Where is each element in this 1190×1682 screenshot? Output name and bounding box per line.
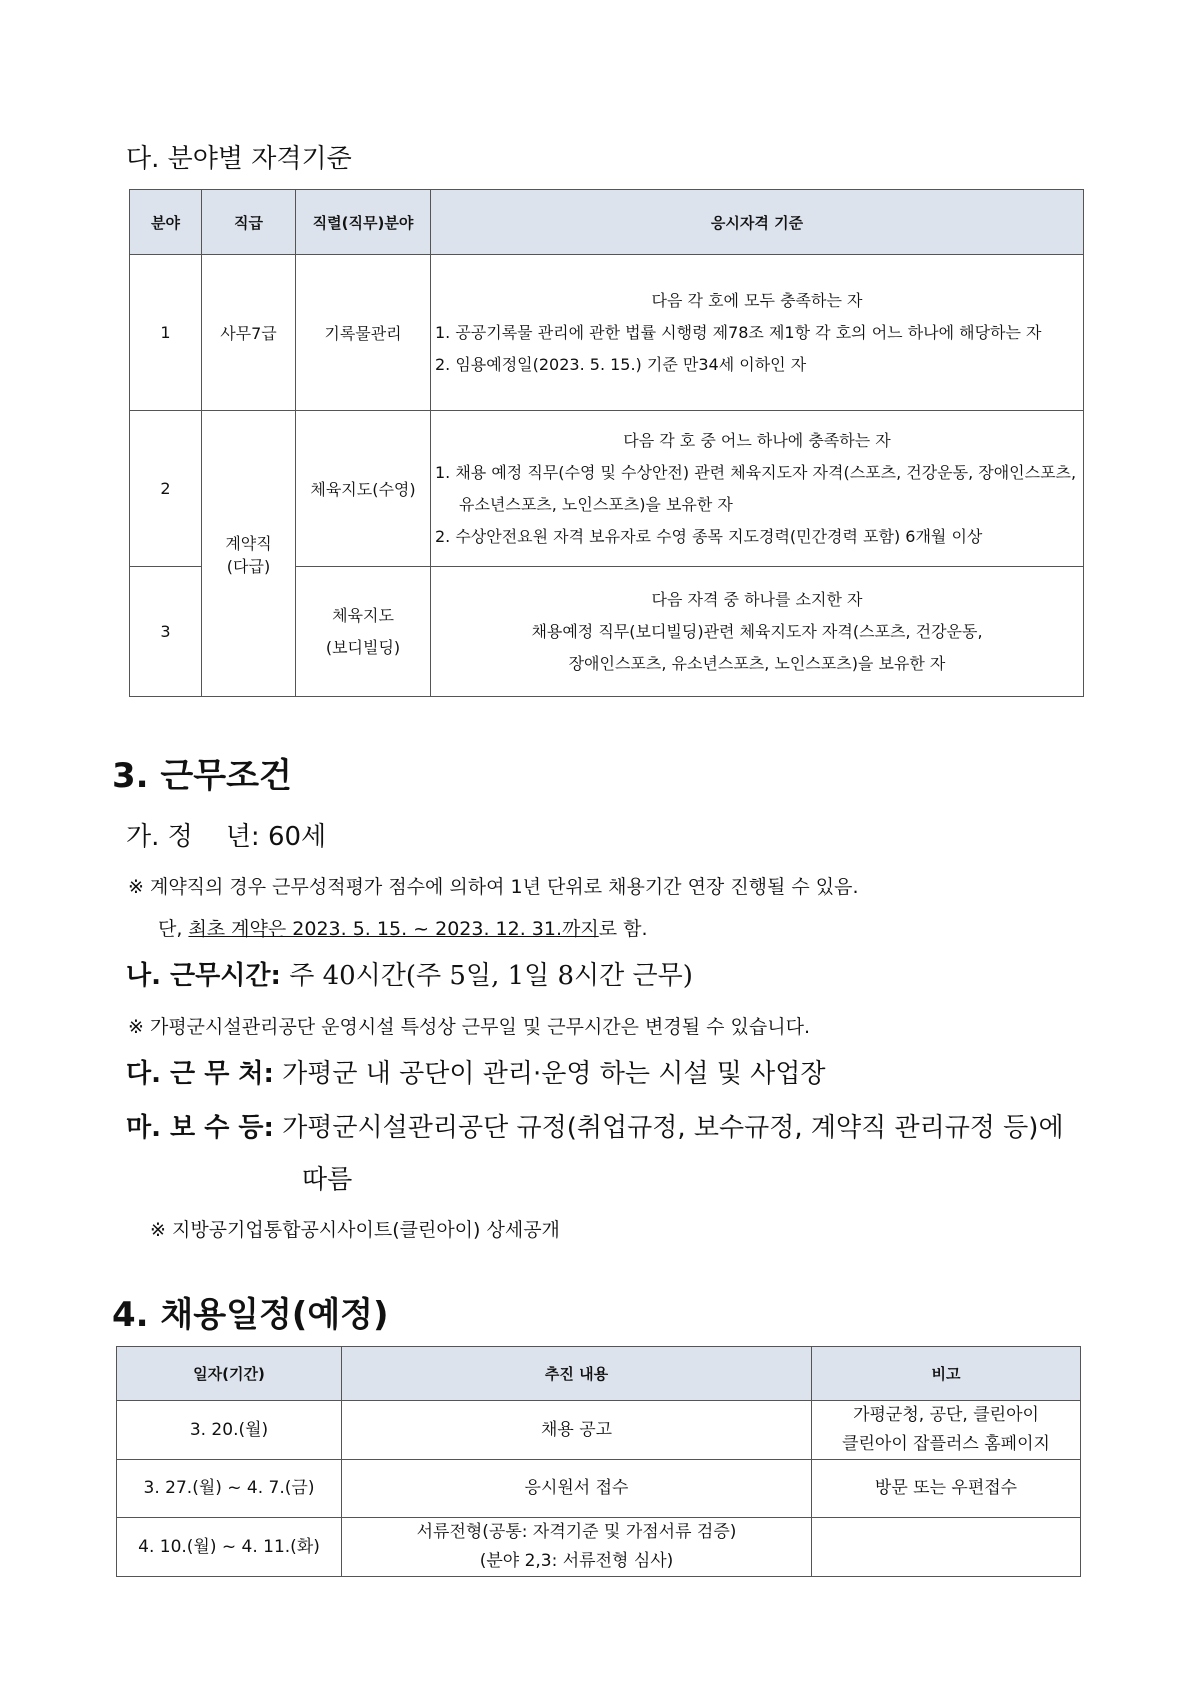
criteria-item: 1. 채용 예정 직무(수영 및 수상안전) 관련 체육지도자 자격(스포츠, 건강운동, 장애인스포츠, 유소년스포츠, 노인스포츠)을 보유한 자 — [435, 462, 1077, 514]
note-line: 가평군청, 공단, 클린아이 — [853, 1405, 1039, 1425]
retirement-value: 60세 — [267, 822, 327, 852]
content-line: (분야 2,3: 서류전형 심사) — [479, 1551, 674, 1571]
header-series: 직렬(직무)분야 — [296, 190, 431, 255]
field-cell: 2 — [130, 411, 202, 567]
criteria-cell — [431, 411, 1084, 567]
contract-note: ※ 계약직의 경우 근무성적평가 점수에 의하여 1년 단위로 채용기간 연장 진행될 수 있음. — [128, 876, 859, 898]
criteria-item: 1. 공공기록물 관리에 관한 법률 시행령 제78조 제1항 각 호의 어느 하나에 해당하는 자 — [435, 322, 1042, 342]
criteria-item: 2. 수상안전요원 자격 보유자로 수영 종목 지도경력(민간경력 포함) 6개월 이상 — [435, 526, 983, 546]
table-row — [117, 1401, 1081, 1460]
series-cell — [296, 567, 431, 697]
table-row — [117, 1518, 1081, 1577]
header-criteria: 응시자격 기준 — [431, 190, 1084, 255]
criteria-item: 2. 임용예정일(2023. 5. 15.) 기준 만34세 이하인 자 — [435, 354, 807, 374]
series-line: (보디빌딩) — [325, 637, 401, 657]
workplace-label: 다. 근 무 처: — [126, 1059, 274, 1089]
workplace-line — [126, 1053, 826, 1090]
work-hours-note: ※ 가평군시설관리공단 운영시설 특성상 근무일 및 근무시간은 변경될 수 있습니다. — [128, 1016, 810, 1038]
retirement-label: 가. 정 년: — [126, 822, 260, 852]
criteria-cell — [431, 567, 1084, 697]
work-hours-label: 나. 근무시간: — [126, 961, 281, 991]
pay-label: 마. 보 수 등: — [126, 1113, 274, 1143]
date-cell: 3. 27.(월) ~ 4. 7.(금) — [117, 1460, 342, 1518]
content-cell: 응시원서 접수 — [342, 1460, 812, 1518]
header-date: 일자(기간) — [117, 1347, 342, 1401]
pay-value-cont: 따름 — [302, 1165, 353, 1195]
header-field: 분야 — [130, 190, 202, 255]
criteria-line: 채용예정 직무(보디빌딩)관련 체육지도자 자격(스포츠, 건강운동, — [531, 621, 983, 641]
criteria-intro: 다음 각 호에 모두 충족하는 자 — [651, 290, 863, 310]
field-cell: 3 — [130, 567, 202, 697]
pay-line — [126, 1107, 1064, 1144]
date-cell: 4. 10.(월) ~ 4. 11.(화) — [117, 1518, 342, 1577]
schedule-table — [116, 1346, 1081, 1577]
qualification-table — [129, 189, 1084, 697]
retirement-line — [126, 816, 326, 853]
initial-contract-period: 최초 계약은 2023. 5. 15. ~ 2023. 12. 31.까지 — [188, 918, 599, 940]
note-suffix: 로 함. — [598, 918, 648, 940]
work-hours-value: 주 40시간(주 5일, 1일 8시간 근무) — [289, 961, 693, 991]
series-line: 체육지도 — [332, 605, 394, 625]
header-content: 추진 내용 — [342, 1347, 812, 1401]
pay-value: 가평군시설관리공단 규정(취업규정, 보수규정, 계약직 관리규정 등)에 — [282, 1113, 1064, 1143]
grade-cell: 사무7급 — [202, 255, 296, 411]
note-prefix: 단, — [158, 918, 189, 940]
note-cell: 방문 또는 우편접수 — [812, 1460, 1081, 1518]
criteria-intro: 다음 각 호 중 어느 하나에 충족하는 자 — [623, 430, 891, 450]
criteria-cell — [431, 255, 1084, 411]
series-cell: 기록물관리 — [296, 255, 431, 411]
section-title-schedule: 4. 채용일정(예정) — [112, 1295, 389, 1335]
content-line: 서류전형(공통: 자격기준 및 가점서류 검증) — [416, 1522, 737, 1542]
contract-note-2 — [158, 914, 648, 941]
work-hours-line — [126, 955, 693, 992]
note-line: 클린아이 잡플러스 홈페이지 — [842, 1434, 1050, 1454]
disclosure-note: ※ 지방공기업통합공시사이트(클린아이) 상세공개 — [150, 1219, 560, 1241]
date-cell: 3. 20.(월) — [117, 1401, 342, 1460]
workplace-value: 가평군 내 공단이 관리·운영 하는 시설 및 사업장 — [282, 1059, 826, 1089]
grade-line: 계약직 — [225, 533, 272, 553]
note-cell — [812, 1401, 1081, 1460]
table-row — [117, 1460, 1081, 1518]
section-title-qualification: 다. 분야별 자격기준 — [126, 144, 352, 174]
grade-cell-merged — [202, 411, 296, 697]
criteria-line: 장애인스포츠, 유소년스포츠, 노인스포츠)을 보유한 자 — [568, 653, 946, 673]
content-cell — [342, 1518, 812, 1577]
field-cell: 1 — [130, 255, 202, 411]
table-row — [130, 411, 1084, 567]
header-note: 비고 — [812, 1347, 1081, 1401]
header-grade: 직급 — [202, 190, 296, 255]
criteria-intro: 다음 자격 중 하나를 소지한 자 — [651, 589, 863, 609]
content-cell: 채용 공고 — [342, 1401, 812, 1460]
series-cell: 체육지도(수영) — [296, 411, 431, 567]
table-row — [130, 255, 1084, 411]
section-title-work-conditions: 3. 근무조건 — [112, 756, 292, 796]
note-cell — [812, 1518, 1081, 1577]
grade-line: (다급) — [226, 556, 271, 576]
